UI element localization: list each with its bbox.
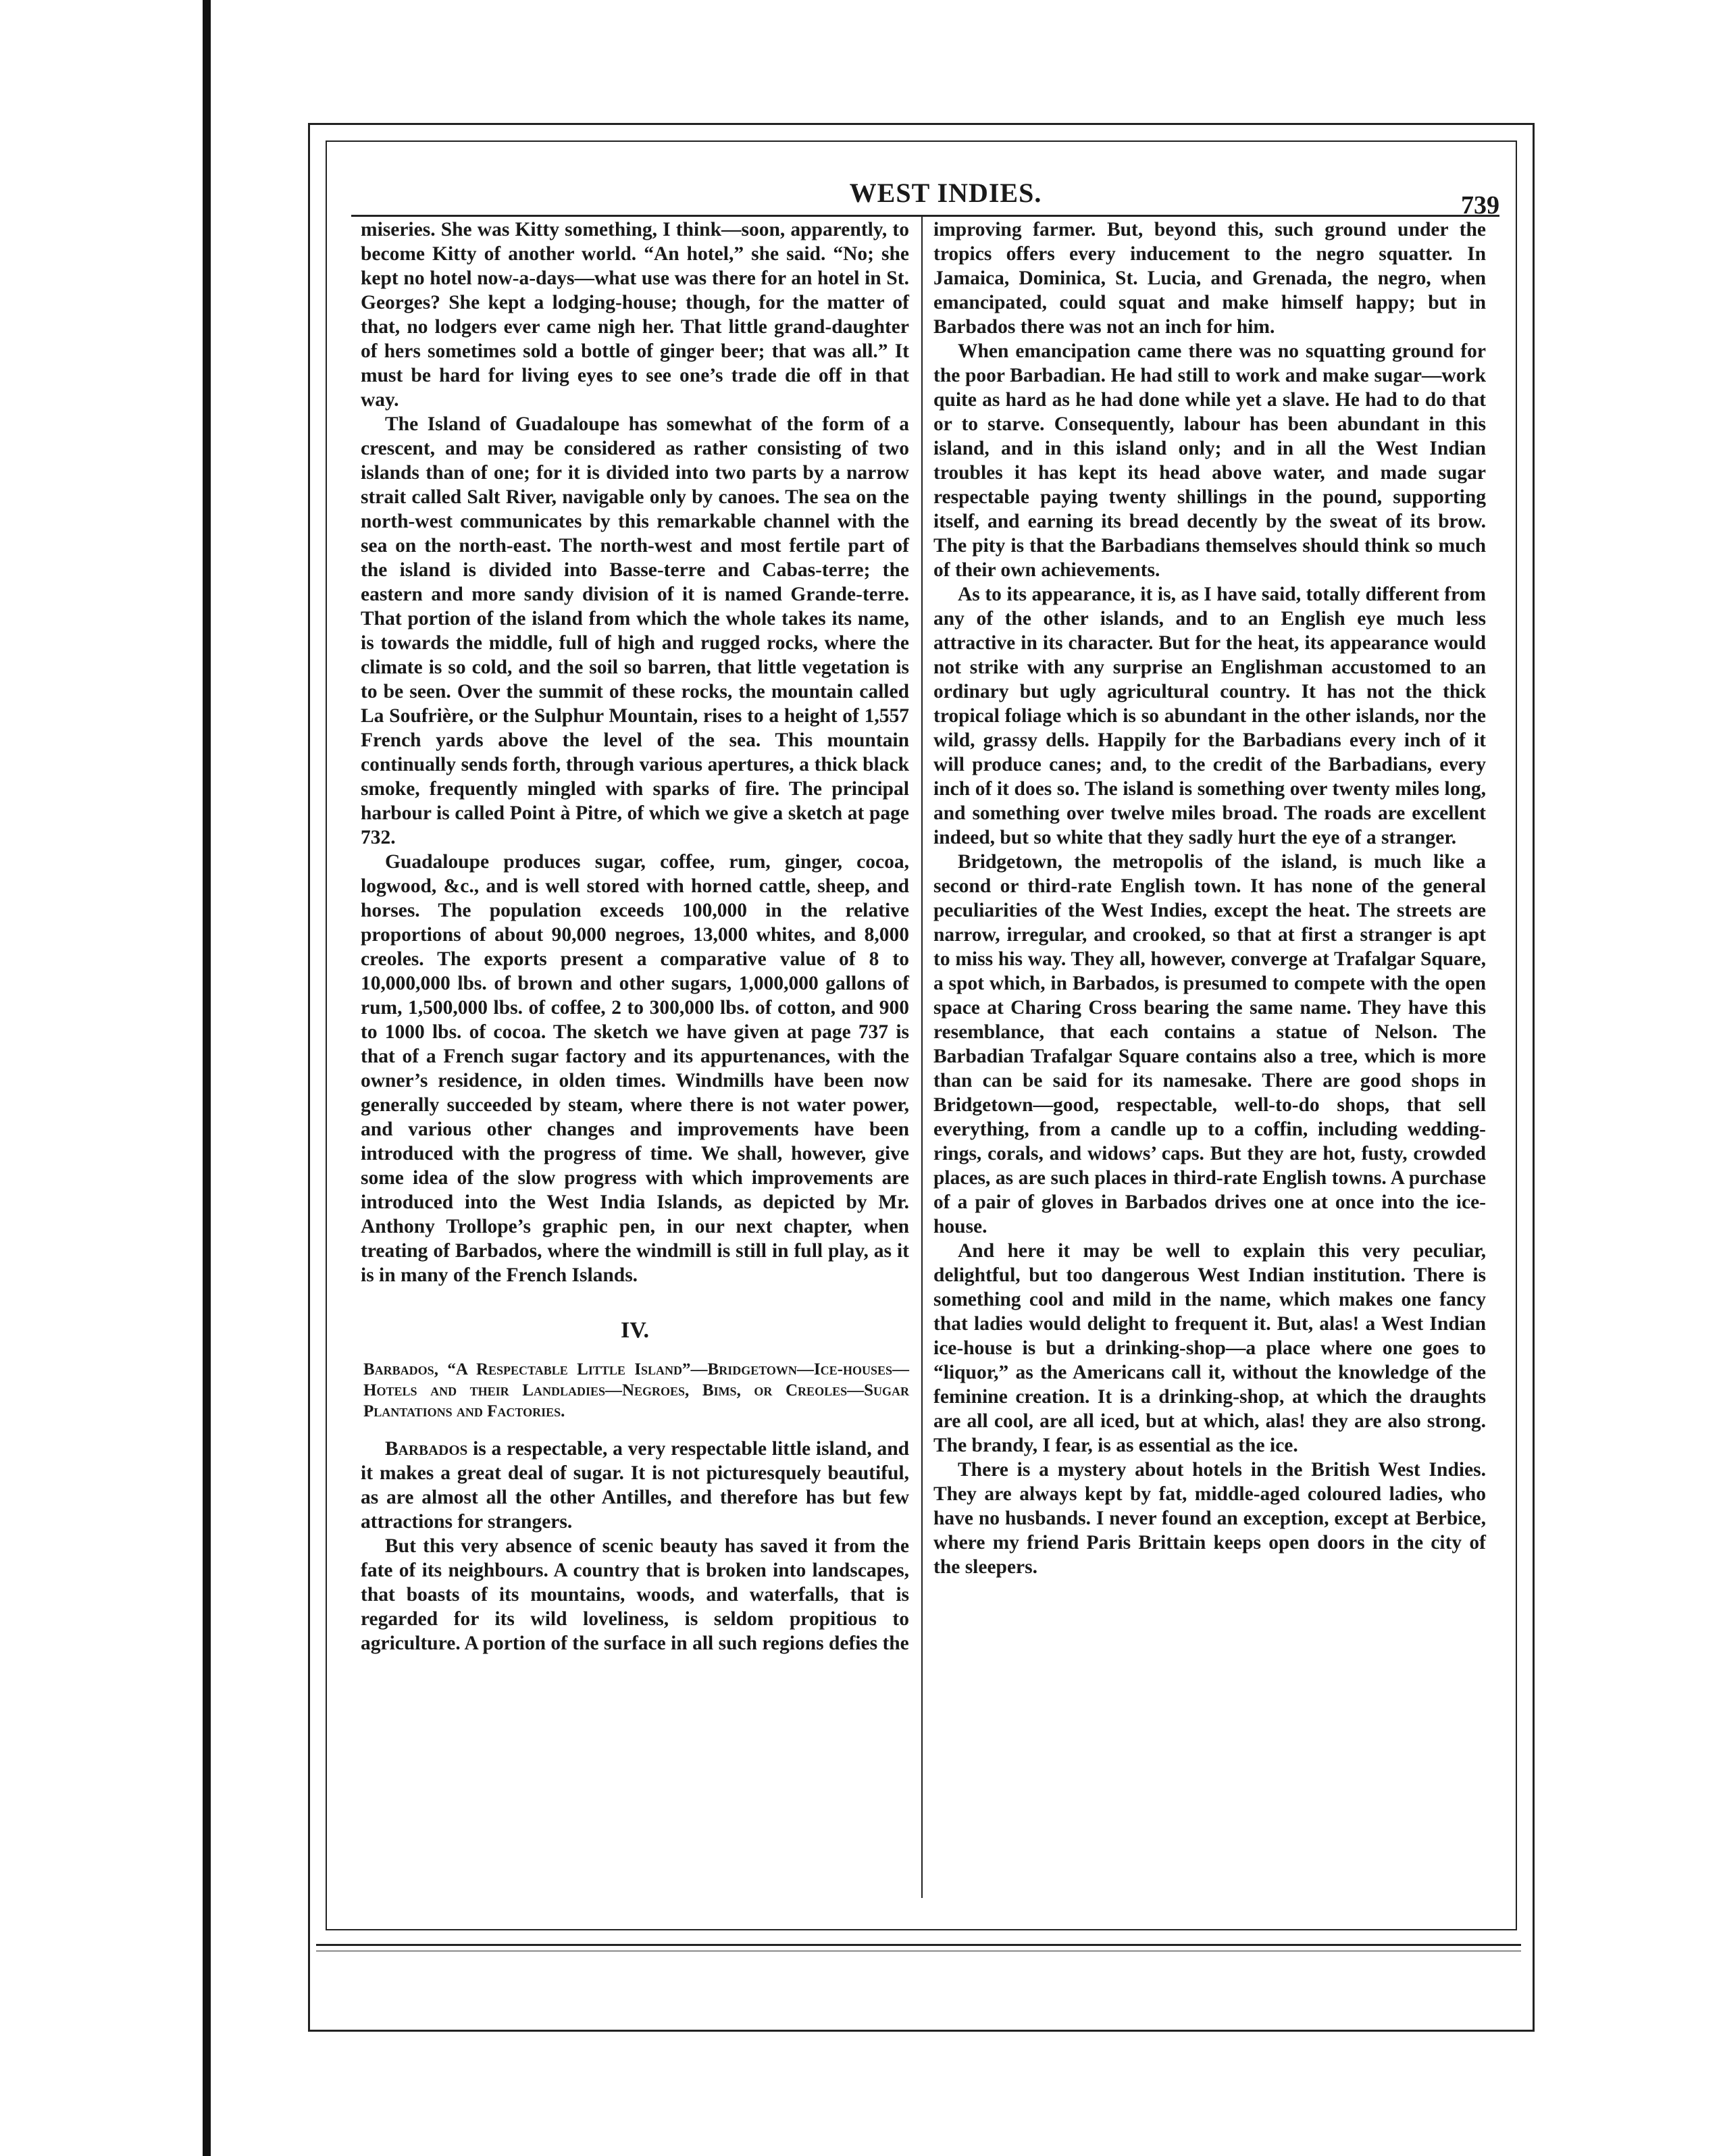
paragraph: Guadaloupe produces sugar, coffee, rum, ginger, cocoa, logwood, &c., and is well stored with horned cattle, sheep, and horses. The population exceeds 100,000 in the relative proportions of about 90,000 negroes, 13,000 whites, and 8,000 creoles. The exports present a comparative value of 8 to 10,000,000 lbs. of brown and other sugars, 1,000,000 gallons of rum, 1,500,000 lbs. of coffee, 2 to 300,000 lbs. of cotton, and 900 to 1000 lbs. of cocoa. The sketch we have given at page 737 is that of a French sugar factory and its appurtenances, with the owner’s residence, in olden times. Windmills have been now generally succeeded by steam, where there is not water power, and various other changes and improvements have been introduced with the progress of time. We shall, however, give some idea of the slow progress with which improvements are introduced into the West India Islands, as depicted by Mr. Anthony Trollope’s graphic pen, in our next chapter, when treating of Barbados, where the windmill is still in full play, as it is in many of the French Islands. (361, 851, 909, 1286)
paragraph: There is a mystery about hotels in the British West Indies. They are always kept by fat, middle-aged coloured ladies, who have no husbands. I never found an exception, except at Berbice, where my friend Paris Brittain keeps open doors in the city of the sleepers. (933, 1459, 1486, 1578)
paragraph: And here it may be well to explain this very peculiar, delightful, but too dangerous West Indian institution. There is something cool and mild in the name, which makes one fancy that ladies would delight to frequent it. But, alas! a West Indian ice-house is but a drinking-shop—a place where one goes to “liquor,” as the Americans call it, without the knowledge of the feminine creation. It is a drinking-shop, at which the draughts are all cool, are all iced, but at which, alas! they are also strong. The brandy, I fear, is as essential as the ice. (933, 1240, 1486, 1456)
running-title: WEST INDIES. (849, 178, 1042, 208)
header-rule (351, 215, 1499, 217)
scan-margin (0, 0, 211, 2156)
paragraph: When emancipation came there was no squatting ground for the poor Barbadian. He had still to work and make sugar—work quite as hard as he had done while yet a slave. He had to do that or to starve. Consequently, labour has been abundant in this island, and in this island only; and in all the West Indian troubles it has kept its head above water, and made sugar respectable paying twenty shillings in the pound, supporting itself, and earning its bread decently by the sweat of its brow. The pity is that the Barbadians themselves should think so much of their own achievements. (933, 340, 1486, 581)
paragraph (361, 1437, 909, 1534)
left-column (361, 217, 909, 1656)
bottom-rule (316, 1944, 1521, 1946)
paragraph: As to its appearance, it is, as I have said, totally different from any of the other islands, and to an English eye much less attractive in its character. But for the heat, its appearance would not strike with any surprise an Englishman accustomed to an ordinary but ugly agricultural country. It has not the thick tropical foliage which is so abundant in the other islands, nor the wild, grassy dells. Happily for the Barbadians every inch of it will produce canes; and, to the credit of the Barbadians, every inch of it does so. The island is something over twenty miles long, and something over twelve miles broad. The roads are excellent indeed, but so white that they sadly hurt the eye of a stranger. (933, 584, 1486, 848)
page-number: 739 (1461, 191, 1499, 220)
column-divider (921, 216, 923, 1898)
paragraph: But this very absence of scenic beauty has saved it from the fate of its neighbours. A country that is broken into landscapes, that boasts of its mountains, woods, and waterfalls, that is regarded for its wild loveliness, is seldom propitious to agriculture. A portion of the surface in all such regions defies the (361, 1535, 909, 1654)
paragraph: miseries. She was Kitty something, I think—soon, apparently, to become Kitty of another world. “An hotel,” she said. “No; she kept no hotel now-a-days—what use was there for an hotel in St. Georges? She kept a lodging-house; though, for the matter of that, no lodgers ever came nigh her. That little grand-daughter of hers sometimes sold a bottle of ginger beer; that was all.” It must be hard for living eyes to see one’s trade die off in that way. (361, 219, 909, 411)
paragraph: The Island of Guadaloupe has somewhat of the form of a crescent, and may be considered as rather consisting of two islands than of one; for it is divided into two parts by a narrow strait called Salt River, navigable only by canoes. The sea on the north-west communicates by this remarkable channel with the sea on the north-east. The north-west and most fertile part of the island is divided into Basse-terre and Cabas-terre; the eastern and more sandy division of it is named Grande-terre. That portion of the island from which the whole takes its name, is towards the middle, full of high and rugged rocks, where the climate is so cold, and the soil so barren, that little vegetation is to be seen. Over the summit of these rocks, the mountain called La Soufrière, or the Sulphur Mountain, rises to a height of 1,557 French yards above the level of the sea. This mountain continually sends forth, through various apertures, a thick black smoke, frequently mingled with sparks of fire. The principal harbour is called Point à Pitre, of which we give a sketch at page 732. (361, 413, 909, 848)
section-number: IV. (621, 1318, 649, 1343)
lead-word: Barbados (385, 1438, 468, 1460)
paragraph: improving farmer. But, beyond this, such ground under the tropics offers every inducement to the negro squatter. In Jamaica, Dominica, St. Lucia, and Grenada, the negro, when emancipated, could squat and make himself happy; but in Barbados there was not an inch for him. (933, 219, 1486, 338)
paragraph-text: is a respectable, a very respectable little island, and it makes a great deal of sugar. It is not picturesquely beautiful, as are almost all the other Antilles, and therefore has but few attractions for strangers. (361, 1438, 910, 1533)
paragraph: Bridgetown, the metropolis of the island, is much like a second or third-rate English town. It has none of the general peculiarities of the West Indies, except the heat. The streets are narrow, irregular, and crooked, so that at first a stranger is apt to miss his way. They all, however, converge at Trafalgar Square, a spot which, in Barbados, is presumed to compete with the open space at Charing Cross bearing the same name. They have this resemblance, that each contains a statue of Nelson. The Barbadian Trafalgar Square contains also a tree, which is more than can be said for its namesake. There are good shops in Bridgetown—good, respectable, well-to-do shops, that sell everything, from a candle up to a coffin, including wedding-rings, corals, and widows’ caps. But they are hot, fusty, crowded places, as are such places in third-rate English towns. A purchase of a pair of gloves in Barbados drives one at once into the ice-house. (933, 851, 1486, 1237)
right-column (933, 217, 1486, 1579)
section-synopsis: Barbados, “A Respectable Little Island”—Bridgetown—Ice-houses—Hotels and their Landladies—Negroes, Bims, or Creoles—Sugar Plantations and Factories. (363, 1360, 909, 1420)
